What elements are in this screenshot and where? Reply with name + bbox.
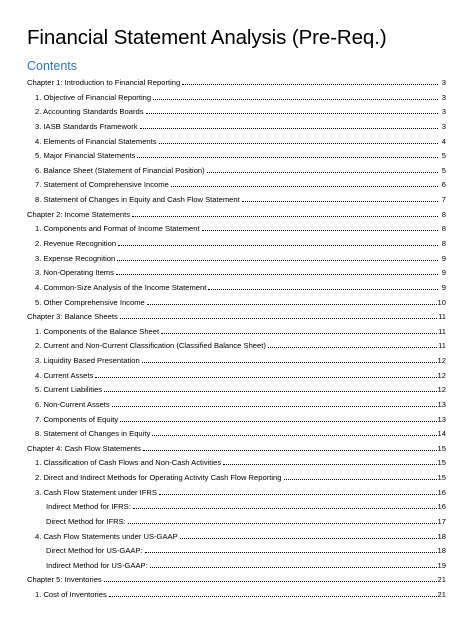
toc-dot-leader — [207, 172, 438, 173]
toc-section-entry[interactable] — [0, 135, 446, 146]
toc-dot-leader — [202, 230, 438, 231]
toc-entry-page-number: 19 — [437, 560, 446, 570]
toc-section-entry[interactable] — [0, 354, 446, 365]
toc-dot-leader — [142, 362, 437, 363]
toc-entry-page-number: 9 — [441, 282, 446, 292]
toc-dot-leader — [171, 186, 438, 187]
toc-section-entry[interactable] — [0, 456, 446, 467]
toc-dot-leader — [208, 289, 438, 290]
toc-subsection-entry[interactable] — [0, 544, 446, 555]
toc-entry-label: 4. Cash Flow Statements under US-GAAP — [35, 531, 178, 541]
toc-entry-label: Indirect Method for US-GAAP: — [46, 560, 148, 570]
toc-entry-page-number: 17 — [437, 516, 446, 526]
toc-entry-label: 8. Statement of Changes in Equity and Cash Flow Statement — [35, 195, 240, 204]
toc-section-entry[interactable] — [0, 471, 446, 482]
toc-entry-label: 4. Elements of Financial Statements — [35, 136, 157, 146]
toc-entry-label: Chapter 4: Cash Flow Statements — [27, 443, 141, 453]
toc-entry-page-number: 5 — [441, 151, 446, 161]
toc-entry-label: 3. Expense Recognition — [35, 253, 116, 263]
toc-entry-page-number: 16 — [437, 487, 446, 497]
toc-entry-page-number: 4 — [441, 136, 446, 146]
toc-entry-label: 1. Classification of Cash Flows and Non-Cash Activities — [35, 458, 222, 468]
toc-entry-page-number: 9 — [441, 268, 446, 278]
toc-entry-page-number: 15 — [437, 458, 446, 468]
toc-entry-page-number: 13 — [437, 414, 446, 424]
toc-entry-label: 2. Current and Non-Current Classification (Classified Balance Sheet) — [35, 341, 266, 351]
toc-section-entry[interactable] — [0, 178, 446, 189]
toc-section-entry[interactable] — [0, 252, 446, 263]
toc-entry-page-number: 10 — [437, 297, 446, 307]
toc-dot-leader — [242, 201, 438, 202]
toc-section-entry[interactable] — [0, 296, 446, 307]
toc-entry-page-number: 3 — [441, 121, 446, 131]
toc-entry-page-number: 3 — [441, 107, 446, 117]
toc-dot-leader — [132, 216, 438, 217]
toc-dot-leader — [284, 479, 437, 480]
toc-dot-leader — [268, 347, 437, 348]
toc-entry-label: 2. Accounting Standards Boards — [35, 107, 144, 117]
toc-entry-page-number: 3 — [441, 92, 446, 102]
toc-dot-leader — [112, 406, 437, 407]
toc-section-entry[interactable] — [0, 120, 446, 131]
toc-entry-label: 3. Liquidity Based Presentation — [35, 356, 140, 365]
toc-dot-leader — [109, 596, 437, 597]
toc-entry-page-number: 12 — [437, 370, 446, 380]
toc-section-entry[interactable] — [0, 383, 446, 394]
toc-section-entry[interactable] — [0, 339, 446, 350]
toc-section-entry[interactable] — [0, 237, 446, 248]
toc-entry-label: 3. Non-Operating Items — [35, 268, 114, 278]
toc-entry-label: 1. Components of the Balance Sheet — [35, 326, 160, 336]
toc-section-entry[interactable] — [0, 427, 446, 438]
toc-entry-page-number: 18 — [437, 531, 446, 541]
toc-entry-label: Chapter 3: Balance Sheets — [27, 312, 118, 322]
toc-entry-label: Chapter 5: Inventories — [27, 575, 102, 585]
toc-entry-label: 1. Cost of Inventories — [35, 590, 107, 600]
toc-entry-label: 5. Major Financial Statements — [35, 151, 136, 161]
toc-entry-label: 1. Components and Format of Income Statement — [35, 224, 200, 234]
toc-entry-label: 1. Objective of Financial Reporting — [35, 92, 152, 102]
toc-entry-label: 2. Revenue Recognition — [35, 238, 117, 248]
toc-dot-leader — [152, 435, 436, 436]
toc-entry-page-number: 9 — [441, 253, 446, 263]
toc-subsection-entry[interactable] — [0, 559, 446, 570]
toc-entry-page-number: 21 — [437, 575, 446, 585]
toc-chapter-entry[interactable] — [0, 573, 446, 584]
toc-entry-page-number: 18 — [437, 546, 446, 556]
toc-section-entry[interactable] — [0, 530, 446, 541]
toc-dot-leader — [180, 538, 437, 539]
toc-entry-label: Direct Method for IFRS: — [46, 516, 126, 526]
toc-entry-label: Indirect Method for IFRS: — [46, 502, 131, 512]
toc-dot-leader — [159, 143, 438, 144]
toc-entry-label: 7. Statement of Comprehensive Income — [35, 180, 169, 190]
toc-entry-label: Chapter 1: Introduction to Financial Reporting — [27, 78, 181, 87]
toc-section-entry[interactable] — [0, 266, 446, 277]
toc-dot-leader — [140, 128, 438, 129]
toc-chapter-entry[interactable] — [0, 442, 446, 453]
toc-entry-page-number: 14 — [437, 429, 446, 439]
toc-entry-label: 4. Common-Size Analysis of the Income Statement — [35, 282, 207, 292]
toc-entry-page-number: 3 — [441, 78, 446, 87]
toc-section-entry[interactable] — [0, 281, 446, 292]
document-title: Financial Statement Analysis (Pre-Req.) — [27, 26, 387, 49]
toc-section-entry[interactable] — [0, 486, 446, 497]
toc-entry-page-number: 8 — [441, 238, 446, 248]
toc-section-entry[interactable] — [0, 398, 446, 409]
toc-dot-leader — [146, 113, 439, 114]
toc-subsection-entry[interactable] — [0, 500, 446, 511]
toc-dot-leader — [161, 333, 437, 334]
toc-dot-leader — [150, 567, 437, 568]
toc-dot-leader — [95, 377, 436, 378]
toc-section-entry[interactable] — [0, 91, 446, 102]
toc-dot-leader — [133, 508, 437, 509]
toc-subsection-entry[interactable] — [0, 515, 446, 526]
toc-dot-leader — [143, 450, 437, 451]
toc-dot-leader — [104, 391, 436, 392]
toc-dot-leader — [120, 318, 437, 319]
toc-entry-label: 6. Balance Sheet (Statement of Financial Position) — [35, 165, 205, 175]
toc-entry-page-number: 11 — [438, 341, 446, 351]
toc-entry-label: 5. Current Liabilities — [35, 385, 103, 395]
toc-entry-page-number: 6 — [441, 180, 446, 190]
toc-entry-label: 5. Other Comprehensive Income — [35, 297, 145, 307]
toc-entry-page-number: 7 — [441, 195, 446, 204]
toc-dot-leader — [120, 421, 436, 422]
toc-section-entry[interactable] — [0, 325, 446, 336]
toc-entry-page-number: 8 — [441, 209, 446, 219]
toc-entry-page-number: 15 — [437, 443, 446, 453]
toc-dot-leader — [145, 552, 437, 553]
toc-entry-page-number: 21 — [437, 590, 446, 600]
toc-section-entry[interactable] — [0, 588, 446, 599]
toc-entry-label: Chapter 2: Income Statements — [27, 209, 130, 219]
toc-dot-leader — [223, 464, 436, 465]
toc-entry-label: 3. Cash Flow Statement under IFRS — [35, 487, 157, 497]
toc-entry-page-number: 8 — [441, 224, 446, 234]
toc-section-entry[interactable] — [0, 413, 446, 424]
toc-entry-label: 4. Current Assets — [35, 370, 94, 380]
toc-entry-label: 7. Components of Equity — [35, 414, 119, 424]
toc-dot-leader — [104, 581, 437, 582]
toc-section-entry[interactable] — [0, 193, 446, 204]
toc-entry-page-number: 5 — [441, 165, 446, 175]
toc-dot-leader — [128, 523, 437, 524]
toc-chapter-entry[interactable] — [0, 208, 446, 219]
toc-entry-page-number: 13 — [437, 399, 446, 409]
toc-entry-label: 6. Non-Current Assets — [35, 399, 110, 409]
toc-entry-page-number: 16 — [437, 502, 446, 512]
toc-entry-label: 3. IASB Standards Framework — [35, 121, 138, 131]
toc-dot-leader — [159, 494, 437, 495]
toc-dot-leader — [153, 99, 438, 100]
toc-dot-leader — [137, 157, 438, 158]
toc-section-entry[interactable] — [0, 149, 446, 160]
toc-section-entry[interactable] — [0, 369, 446, 380]
contents-heading: Contents — [27, 59, 78, 73]
toc-dot-leader — [116, 274, 438, 275]
toc-dot-leader — [147, 304, 437, 305]
toc-entry-page-number: 12 — [437, 356, 446, 365]
toc-dot-leader — [117, 260, 438, 261]
toc-section-entry[interactable] — [0, 222, 446, 233]
toc-dot-leader — [182, 84, 438, 85]
toc-section-entry[interactable] — [0, 105, 446, 116]
toc-entry-page-number: 15 — [437, 473, 446, 482]
toc-section-entry[interactable] — [0, 164, 446, 175]
toc-dot-leader — [118, 245, 438, 246]
toc-chapter-entry[interactable] — [0, 310, 446, 321]
toc-entry-label: Direct Method for US-GAAP: — [46, 546, 143, 556]
toc-entry-label: 2. Direct and Indirect Methods for Operating Activity Cash Flow Reporting — [35, 473, 282, 482]
toc-entry-page-number: 11 — [438, 326, 446, 336]
toc-chapter-entry[interactable] — [0, 76, 446, 87]
toc-entry-page-number: 12 — [437, 385, 446, 395]
toc-entry-page-number: 11 — [438, 312, 446, 322]
toc-entry-label: 8. Statement of Changes in Equity — [35, 429, 151, 439]
